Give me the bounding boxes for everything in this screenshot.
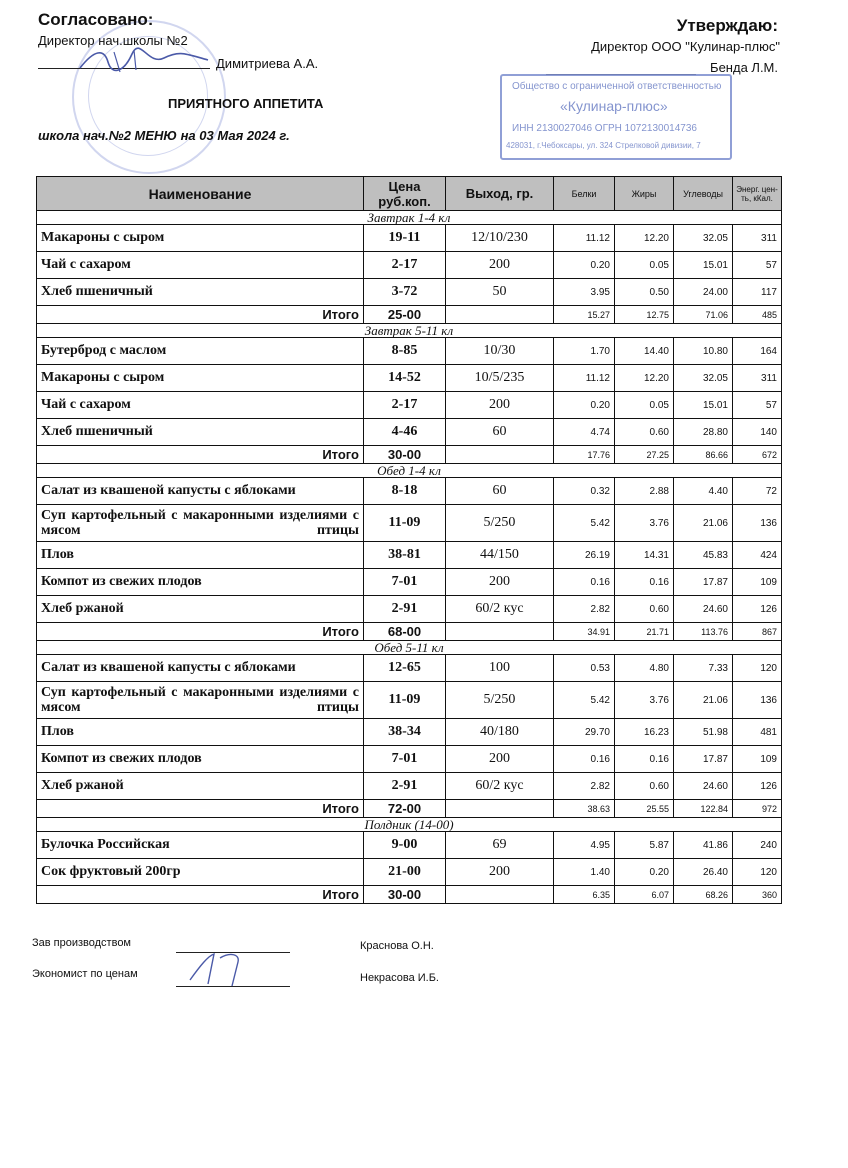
total-price: 25-00 xyxy=(364,306,446,324)
table-row xyxy=(37,338,782,365)
dish-carbs: 32.05 xyxy=(674,225,733,252)
dish-protein: 11.12 xyxy=(554,225,615,252)
dish-output: 200 xyxy=(446,569,554,596)
total-protein: 34.91 xyxy=(554,623,615,641)
total-protein: 38.63 xyxy=(554,800,615,818)
approved-name: Димитриева А.А. xyxy=(216,56,319,71)
dish-name: Компот из свежих плодов xyxy=(37,569,364,596)
production-name: Краснова О.Н. xyxy=(360,940,434,952)
total-price: 30-00 xyxy=(364,886,446,904)
dish-output: 60 xyxy=(446,419,554,446)
dish-fat: 0.60 xyxy=(615,596,674,623)
dish-price: 9-00 xyxy=(364,832,446,859)
total-energy: 485 xyxy=(733,306,782,324)
total-carbs: 71.06 xyxy=(674,306,733,324)
dish-name: Салат из квашеной капусты с яблоками xyxy=(37,655,364,682)
dish-carbs: 21.06 xyxy=(674,682,733,719)
dish-protein: 5.42 xyxy=(554,682,615,719)
dish-energy: 164 xyxy=(733,338,782,365)
table-header-row xyxy=(37,177,782,211)
dish-fat: 0.16 xyxy=(615,569,674,596)
dish-fat: 12.20 xyxy=(615,225,674,252)
dish-price: 11-09 xyxy=(364,682,446,719)
table-row xyxy=(37,365,782,392)
dish-fat: 4.80 xyxy=(615,655,674,682)
approved-title: Согласовано: xyxy=(38,10,154,29)
total-output xyxy=(446,623,554,641)
total-fat: 21.71 xyxy=(615,623,674,641)
dish-protein: 2.82 xyxy=(554,773,615,800)
table-row xyxy=(37,225,782,252)
dish-output: 60/2 кус xyxy=(446,596,554,623)
dish-output: 200 xyxy=(446,859,554,886)
dish-energy: 57 xyxy=(733,392,782,419)
dish-carbs: 28.80 xyxy=(674,419,733,446)
dish-carbs: 17.87 xyxy=(674,746,733,773)
col-fat: Жиры xyxy=(615,177,674,211)
dish-name: Макароны с сыром xyxy=(37,225,364,252)
dish-output: 44/150 xyxy=(446,542,554,569)
dish-output: 69 xyxy=(446,832,554,859)
dish-name: Булочка Российская xyxy=(37,832,364,859)
dish-output: 10/30 xyxy=(446,338,554,365)
col-energy: Энерг. цен-ть, кКал. xyxy=(733,177,782,211)
total-price: 72-00 xyxy=(364,800,446,818)
total-energy: 867 xyxy=(733,623,782,641)
economist-name: Некрасова И.Б. xyxy=(360,972,439,984)
dish-price: 14-52 xyxy=(364,365,446,392)
total-row xyxy=(37,306,782,324)
dish-energy: 120 xyxy=(733,655,782,682)
table-row xyxy=(37,419,782,446)
dish-fat: 16.23 xyxy=(615,719,674,746)
dish-price: 7-01 xyxy=(364,746,446,773)
dish-fat: 0.20 xyxy=(615,859,674,886)
dish-carbs: 41.86 xyxy=(674,832,733,859)
section-row xyxy=(37,211,782,225)
dish-name: Макароны с сыром xyxy=(37,365,364,392)
dish-energy: 240 xyxy=(733,832,782,859)
dish-energy: 140 xyxy=(733,419,782,446)
dish-price: 2-17 xyxy=(364,392,446,419)
dish-energy: 126 xyxy=(733,773,782,800)
dish-output: 200 xyxy=(446,252,554,279)
dish-carbs: 7.33 xyxy=(674,655,733,682)
dish-protein: 3.95 xyxy=(554,279,615,306)
menu-title: школа нач.№2 МЕНЮ на 03 Мая 2024 г. xyxy=(38,128,290,143)
dish-energy: 57 xyxy=(733,252,782,279)
dish-output: 10/5/235 xyxy=(446,365,554,392)
table-row xyxy=(37,719,782,746)
dish-name: Хлеб пшеничный xyxy=(37,419,364,446)
total-output xyxy=(446,306,554,324)
approved-signature xyxy=(74,44,214,76)
total-row xyxy=(37,446,782,464)
dish-output: 50 xyxy=(446,279,554,306)
dish-name: Компот из свежих плодов xyxy=(37,746,364,773)
dish-carbs: 21.06 xyxy=(674,505,733,542)
table-row xyxy=(37,746,782,773)
dish-protein: 0.20 xyxy=(554,252,615,279)
col-price: Цена руб.коп. xyxy=(364,177,446,211)
dish-fat: 3.76 xyxy=(615,505,674,542)
confirm-position: Директор ООО "Кулинар-плюс" xyxy=(591,39,780,54)
total-row xyxy=(37,800,782,818)
total-energy: 672 xyxy=(733,446,782,464)
confirm-title: Утверждаю: xyxy=(676,16,778,35)
dish-carbs: 4.40 xyxy=(674,478,733,505)
dish-output: 5/250 xyxy=(446,682,554,719)
dish-energy: 311 xyxy=(733,225,782,252)
section-row xyxy=(37,641,782,655)
dish-fat: 0.60 xyxy=(615,419,674,446)
dish-fat: 0.05 xyxy=(615,392,674,419)
dish-output: 5/250 xyxy=(446,505,554,542)
total-fat: 25.55 xyxy=(615,800,674,818)
total-carbs: 113.76 xyxy=(674,623,733,641)
table-row xyxy=(37,569,782,596)
dish-output: 200 xyxy=(446,392,554,419)
dish-protein: 0.16 xyxy=(554,746,615,773)
production-label: Зав производством xyxy=(32,937,131,949)
dish-carbs: 51.98 xyxy=(674,719,733,746)
dish-price: 12-65 xyxy=(364,655,446,682)
total-protein: 17.76 xyxy=(554,446,615,464)
dish-carbs: 45.83 xyxy=(674,542,733,569)
table-row xyxy=(37,773,782,800)
dish-protein: 1.70 xyxy=(554,338,615,365)
table-row xyxy=(37,859,782,886)
total-energy: 972 xyxy=(733,800,782,818)
total-carbs: 68.26 xyxy=(674,886,733,904)
dish-name: Салат из квашеной капусты с яблоками xyxy=(37,478,364,505)
dish-fat: 3.76 xyxy=(615,682,674,719)
table-row xyxy=(37,682,782,719)
dish-name: Суп картофельный с макаронными изделиями с мясом птицы xyxy=(37,505,364,542)
dish-carbs: 10.80 xyxy=(674,338,733,365)
dish-price: 2-91 xyxy=(364,596,446,623)
total-fat: 6.07 xyxy=(615,886,674,904)
menu-table xyxy=(36,176,782,904)
dish-fat: 0.16 xyxy=(615,746,674,773)
section-row xyxy=(37,464,782,478)
dish-fat: 0.60 xyxy=(615,773,674,800)
dish-carbs: 24.00 xyxy=(674,279,733,306)
dish-carbs: 32.05 xyxy=(674,365,733,392)
dish-output: 40/180 xyxy=(446,719,554,746)
dish-energy: 481 xyxy=(733,719,782,746)
dish-energy: 136 xyxy=(733,505,782,542)
dish-price: 8-85 xyxy=(364,338,446,365)
dish-name: Хлеб ржаной xyxy=(37,773,364,800)
table-row xyxy=(37,832,782,859)
dish-fat: 14.31 xyxy=(615,542,674,569)
table-row xyxy=(37,392,782,419)
dish-name: Суп картофельный с макаронными изделиями с мясом птицы xyxy=(37,682,364,719)
dish-price: 38-34 xyxy=(364,719,446,746)
dish-fat: 5.87 xyxy=(615,832,674,859)
dish-carbs: 15.01 xyxy=(674,252,733,279)
total-fat: 12.75 xyxy=(615,306,674,324)
total-row xyxy=(37,886,782,904)
dish-output: 60/2 кус xyxy=(446,773,554,800)
dish-name: Хлеб пшеничный xyxy=(37,279,364,306)
dish-protein: 0.32 xyxy=(554,478,615,505)
dish-fat: 0.50 xyxy=(615,279,674,306)
dish-price: 11-09 xyxy=(364,505,446,542)
dish-protein: 1.40 xyxy=(554,859,615,886)
total-label: Итого xyxy=(37,886,364,904)
total-energy: 360 xyxy=(733,886,782,904)
stamp-line-3: ИНН 2130027046 ОГРН 1072130014736 xyxy=(512,123,697,134)
dish-fat: 12.20 xyxy=(615,365,674,392)
total-label: Итого xyxy=(37,623,364,641)
dish-fat: 0.05 xyxy=(615,252,674,279)
dish-price: 38-81 xyxy=(364,542,446,569)
total-protein: 15.27 xyxy=(554,306,615,324)
col-carbs: Углеводы xyxy=(674,177,733,211)
approved-position: Директор нач.школы №2 xyxy=(38,33,188,48)
dish-carbs: 26.40 xyxy=(674,859,733,886)
section-title: Завтрак 5-11 кл xyxy=(37,324,782,338)
dish-energy: 424 xyxy=(733,542,782,569)
table-row xyxy=(37,542,782,569)
dish-price: 2-17 xyxy=(364,252,446,279)
dish-price: 8-18 xyxy=(364,478,446,505)
table-row xyxy=(37,596,782,623)
section-row xyxy=(37,818,782,832)
company-stamp xyxy=(500,74,732,160)
dish-energy: 311 xyxy=(733,365,782,392)
total-row xyxy=(37,623,782,641)
economist-label: Экономист по ценам xyxy=(32,968,138,980)
dish-price: 19-11 xyxy=(364,225,446,252)
total-price: 30-00 xyxy=(364,446,446,464)
dish-protein: 2.82 xyxy=(554,596,615,623)
dish-carbs: 15.01 xyxy=(674,392,733,419)
dish-carbs: 24.60 xyxy=(674,773,733,800)
dish-carbs: 24.60 xyxy=(674,596,733,623)
table-row xyxy=(37,252,782,279)
economist-signature xyxy=(186,948,276,988)
col-output: Выход, гр. xyxy=(446,177,554,211)
dish-protein: 11.12 xyxy=(554,365,615,392)
section-title: Обед 1-4 кл xyxy=(37,464,782,478)
dish-energy: 136 xyxy=(733,682,782,719)
dish-output: 12/10/230 xyxy=(446,225,554,252)
dish-energy: 126 xyxy=(733,596,782,623)
total-fat: 27.25 xyxy=(615,446,674,464)
dish-energy: 109 xyxy=(733,569,782,596)
dish-protein: 0.53 xyxy=(554,655,615,682)
dish-energy: 120 xyxy=(733,859,782,886)
dish-carbs: 17.87 xyxy=(674,569,733,596)
dish-energy: 109 xyxy=(733,746,782,773)
dish-name: Чай с сахаром xyxy=(37,252,364,279)
dish-protein: 26.19 xyxy=(554,542,615,569)
dish-name: Плов xyxy=(37,719,364,746)
section-title: Полдник (14-00) xyxy=(37,818,782,832)
table-row xyxy=(37,655,782,682)
dish-protein: 5.42 xyxy=(554,505,615,542)
col-protein: Белки xyxy=(554,177,615,211)
confirm-name: Бенда Л.М. xyxy=(710,60,778,75)
table-row xyxy=(37,279,782,306)
dish-protein: 0.20 xyxy=(554,392,615,419)
dish-price: 2-91 xyxy=(364,773,446,800)
dish-fat: 2.88 xyxy=(615,478,674,505)
total-label: Итого xyxy=(37,306,364,324)
stamp-line-4: 428031, г.Чебоксары, ул. 324 Стрелковой дивизии, 7 xyxy=(506,141,701,150)
dish-output: 200 xyxy=(446,746,554,773)
total-output xyxy=(446,800,554,818)
total-carbs: 122.84 xyxy=(674,800,733,818)
dish-output: 100 xyxy=(446,655,554,682)
total-output xyxy=(446,886,554,904)
stamp-line-1: Общество с ограниченной ответственностью xyxy=(512,81,722,92)
dish-name: Бутерброд с маслом xyxy=(37,338,364,365)
dish-price: 7-01 xyxy=(364,569,446,596)
dish-name: Хлеб ржаной xyxy=(37,596,364,623)
total-price: 68-00 xyxy=(364,623,446,641)
total-carbs: 86.66 xyxy=(674,446,733,464)
dish-protein: 4.74 xyxy=(554,419,615,446)
dish-name: Чай с сахаром xyxy=(37,392,364,419)
dish-protein: 0.16 xyxy=(554,569,615,596)
table-row xyxy=(37,478,782,505)
section-row xyxy=(37,324,782,338)
dish-price: 3-72 xyxy=(364,279,446,306)
dish-fat: 14.40 xyxy=(615,338,674,365)
dish-name: Плов xyxy=(37,542,364,569)
dish-protein: 29.70 xyxy=(554,719,615,746)
dish-protein: 4.95 xyxy=(554,832,615,859)
total-output xyxy=(446,446,554,464)
stamp-line-2: «Кулинар-плюс» xyxy=(560,98,668,114)
section-title: Обед 5-11 кл xyxy=(37,641,782,655)
dish-energy: 117 xyxy=(733,279,782,306)
dish-price: 21-00 xyxy=(364,859,446,886)
dish-output: 60 xyxy=(446,478,554,505)
dish-name: Сок фруктовый 200гр xyxy=(37,859,364,886)
table-row xyxy=(37,505,782,542)
total-protein: 6.35 xyxy=(554,886,615,904)
dish-price: 4-46 xyxy=(364,419,446,446)
dish-energy: 72 xyxy=(733,478,782,505)
col-name: Наименование xyxy=(37,177,364,211)
total-label: Итого xyxy=(37,446,364,464)
total-label: Итого xyxy=(37,800,364,818)
greeting: ПРИЯТНОГО АППЕТИТА xyxy=(168,96,324,111)
section-title: Завтрак 1-4 кл xyxy=(37,211,782,225)
